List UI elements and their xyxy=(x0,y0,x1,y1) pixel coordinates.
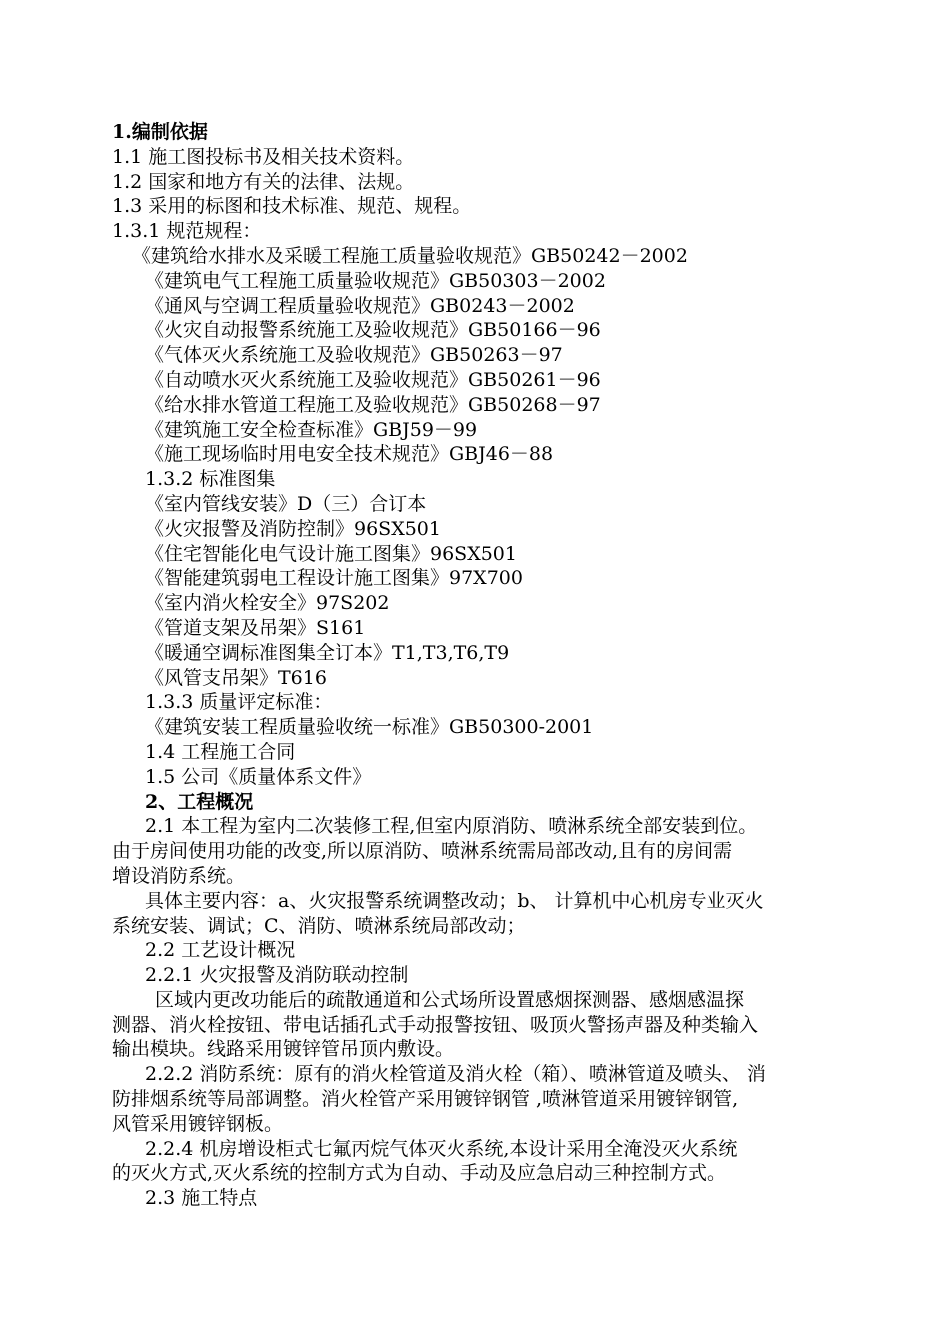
text-line: 1.3.2 标准图集 xyxy=(145,468,276,491)
text-line: 2.2.2 消防系统：原有的消火栓管道及消火栓（箱）、喷淋管道及喷头、 消 xyxy=(145,1063,766,1086)
text-line: 《住宅智能化电气设计施工图集》96SX501 xyxy=(145,542,517,565)
text-line: 《室内管线安装》D（三）合订本 xyxy=(145,492,427,515)
section-heading: 1.编制依据 xyxy=(112,121,208,143)
text-line: 1.3.3 质量评定标准： xyxy=(145,691,333,714)
text-line: 具体主要内容：a、火灾报警系统调整改动；b、 计算机中心机房专业灭火 xyxy=(145,889,764,912)
text-line: 《火灾报警及消防控制》96SX501 xyxy=(145,517,441,540)
text-line: 2.2.1 火灾报警及消防联动控制 xyxy=(145,964,409,987)
text-line: 《建筑电气工程施工质量验收规范》GB50303－2002 xyxy=(145,269,606,292)
text-line: 《智能建筑弱电工程设计施工图集》97X700 xyxy=(145,567,523,590)
text-line: 《通风与空调工程质量验收规范》GB0243－2002 xyxy=(145,294,575,317)
text-line: 由于房间使用功能的改变,所以原消防、喷淋系统需局部改动,且有的房间需 xyxy=(112,840,733,863)
text-line: 《风管支吊架》T616 xyxy=(145,666,327,689)
text-line: 1.3 采用的标图和技术标准、规范、规程。 xyxy=(112,195,472,218)
text-line: 《给水排水管道工程施工及验收规范》GB50268－97 xyxy=(145,393,601,416)
text-line: 《管道支架及吊架》S161 xyxy=(145,616,366,639)
text-line: 《施工现场临时用电安全技术规范》GBJ46－88 xyxy=(145,443,554,466)
document-body xyxy=(112,120,852,1211)
text-line: 《暖通空调标准图集全订本》T1,T3,T6,T9 xyxy=(145,641,510,664)
text-line: 2.3 施工特点 xyxy=(145,1187,258,1210)
section-heading: 2、工程概况 xyxy=(145,790,254,813)
text-line: 《室内消火栓安全》97S202 xyxy=(145,592,390,615)
text-line: 区域内更改功能后的疏散通道和公式场所设置感烟探测器、感烟感温探 xyxy=(155,988,745,1011)
text-line: 1.3.1 规范规程： xyxy=(112,220,262,243)
text-line: 2.2 工艺设计概况 xyxy=(145,939,296,962)
text-line: 系统安装、调试；C、消防、喷淋系统局部改动； xyxy=(112,914,526,937)
text-line: 1.4 工程施工合同 xyxy=(145,740,296,763)
text-line: 1.1 施工图投标书及相关技术资料。 xyxy=(112,145,415,168)
text-line: 1.2 国家和地方有关的法律、法规。 xyxy=(112,170,415,193)
text-line: 2.1 本工程为室内二次装修工程,但室内原消防、喷淋系统全部安装到位。 xyxy=(145,815,758,838)
text-line: 防排烟系统等局部调整。消火栓管产采用镀锌钢管 ,喷淋管道采用镀锌钢管, xyxy=(112,1088,739,1111)
text-line: 输出模块。线路采用镀锌管吊顶内敷设。 xyxy=(112,1038,455,1061)
text-line: 《建筑施工安全检查标准》GBJ59－99 xyxy=(145,418,478,441)
text-line: 《气体灭火系统施工及验收规范》GB50263－97 xyxy=(145,344,563,367)
text-line: 的灭火方式,灭火系统的控制方式为自动、手动及应急启动三种控制方式。 xyxy=(112,1162,727,1185)
text-line: 2.2.4 机房增设柜式七氟丙烷气体灭火系统,本设计采用全淹没灭火系统 xyxy=(145,1137,738,1160)
text-line: 风管采用镀锌钢板。 xyxy=(112,1112,284,1135)
text-line: 《自动喷水灭火系统施工及验收规范》GB50261－96 xyxy=(145,368,601,391)
text-line: 增设消防系统。 xyxy=(112,864,246,887)
text-line: 1.5 公司《质量体系文件》 xyxy=(145,765,372,788)
text-line: 《建筑安装工程质量验收统一标准》GB50300-2001 xyxy=(145,716,594,739)
text-line: 《建筑给水排水及采暖工程施工质量验收规范》GB50242－2002 xyxy=(132,244,688,267)
text-line: 测器、消火栓按钮、带电话插孔式手动报警按钮、吸顶火警扬声器及种类输入 xyxy=(112,1013,759,1036)
text-line: 《火灾自动报警系统施工及验收规范》GB50166－96 xyxy=(145,319,601,342)
